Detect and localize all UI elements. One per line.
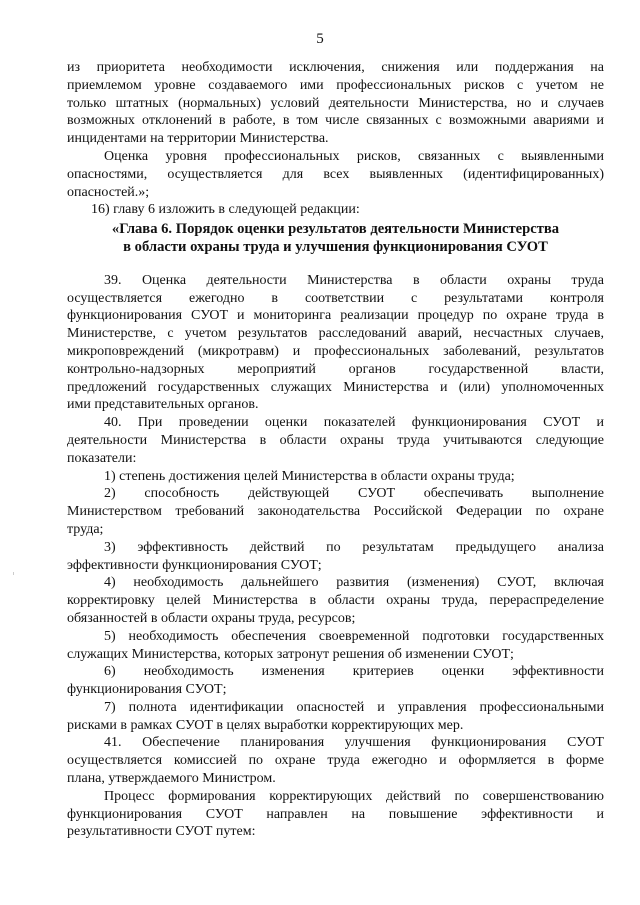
text-line: обязанностей в области охраны труда, ресурсов; [67,610,356,626]
text-line: предложений государственных служащих Министерства и (или) уполномоченных [67,379,604,395]
text-line: результативности СУОТ путем: [67,824,256,840]
text-line: Процесс формирования корректирующих действий по совершенствованию [104,788,604,804]
text-line: инцидентами на территории Министерства. [67,131,329,147]
chapter-heading-line: в области охраны труда и улучшения функционирования СУОТ [123,238,548,255]
text-line: микроповреждений (микротравм) и профессиональных заболеваний, результатов [67,343,604,359]
text-line: 2) способность действующей СУОТ обеспечивать выполнение [104,486,604,502]
text-line: корректировку целей Министерства в области охраны труда, перераспределение [67,593,604,609]
text-line: приемлемом уровне создаваемого ими профессиональных рисков с учетом не [67,77,604,93]
text-line: из приоритета необходимости исключения, снижения или поддержания на [67,60,604,75]
text-line: 4) необходимость дальнейшего развития (изменения) СУОТ, включая [104,575,604,591]
text-line: функционирования СУОТ; [67,682,227,698]
text-line: 6) необходимость изменения критериев оценки эффективности [104,664,604,680]
text-line: только штатных (нормальных) условий деятельности Министерства, но и случаев [67,95,604,111]
text-line: 41. Обеспечение планирования улучшения функционирования СУОТ [104,735,604,751]
scan-mark [13,572,14,575]
document-body [67,59,604,841]
text-line: 16) главу 6 изложить в следующей редакции: [91,202,360,218]
page-number: 5 [316,31,324,47]
text-line: осуществляется комиссией по охране труда ежегодно и оформляется в форме [67,753,604,769]
text-line: контрольно-надзорных мероприятий органов государственной власти, [67,361,604,377]
text-line: Министерстве, с учетом результатов расследований аварий, несчастных случаев, [67,326,604,342]
text-line: опасностями, осуществляется для всех выявленных (идентифицированных) [67,166,604,182]
text-line: деятельности Министерства в области охраны труда учитываются следующие [67,432,604,448]
text-line: возможных отклонений в работе, в том числе связанных с возможными авариями и [67,113,604,129]
text-line: служащих Министерства, которых затронут решения об изменении СУОТ; [67,646,514,662]
text-line: 39. Оценка деятельности Министерства в области охраны труда [104,272,604,288]
text-line: эффективности функционирования СУОТ; [67,557,322,573]
text-line: функционирования СУОТ и мониторинга реализации процедур по охране труда в [67,308,604,324]
text-line: 40. При проведении оценки показателей функционирования СУОТ и [104,415,604,431]
text-line: Оценка уровня профессиональных рисков, связанных с выявленными [104,148,604,164]
text-line: 5) необходимость обеспечения своевременной подготовки государственных [104,628,604,644]
text-line: труда; [67,521,104,537]
text-line: функционирования СУОТ направлен на повышение эффективности и [67,806,604,822]
text-line: Министерством требований законодательства Российской Федерации по охране [67,504,604,520]
chapter-heading-line: «Глава 6. Порядок оценки результатов деятельности Министерства [111,221,560,238]
text-line: осуществляется ежегодно в соответствии с результатами контроля [67,290,604,306]
text-line: ими представительных органов. [67,397,259,413]
text-line: опасностей.»; [67,184,150,200]
text-line: показатели: [67,450,137,466]
text-line: рисками в рамках СУОТ в целях выработки корректирующих мер. [67,717,464,733]
text-line: 7) полнота идентификации опасностей и управления профессиональными [104,699,604,715]
text-line: плана, утверждаемого Министром. [67,771,276,787]
text-line: 1) степень достижения целей Министерства в области охраны труда; [104,468,515,484]
text-line: 3) эффективность действий по результатам предыдущего анализа [104,539,604,555]
